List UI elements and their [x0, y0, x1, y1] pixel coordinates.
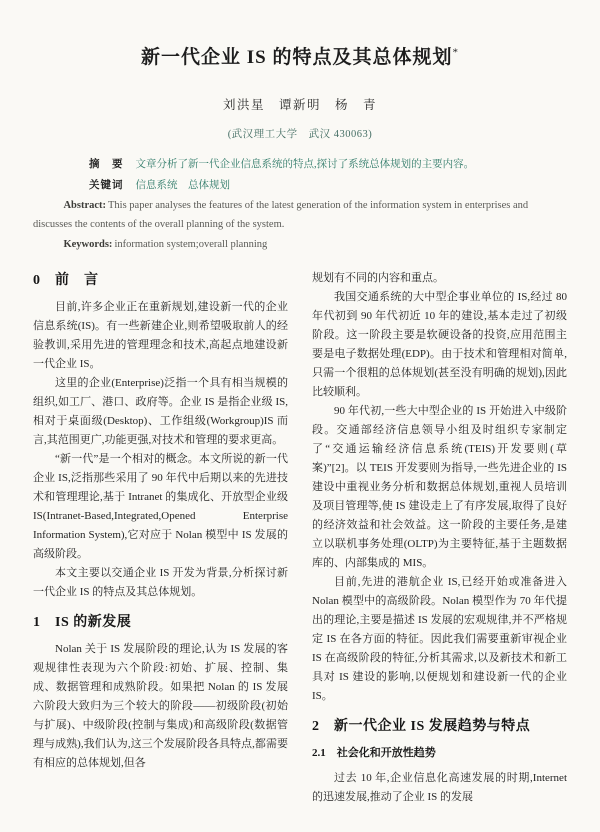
keywords-en-row [33, 235, 567, 254]
subsection-heading-socialization: 2.1 社会化和开放性趋势 [312, 747, 436, 759]
keywords-cn-text: 信息系统 总体规划 [135, 180, 230, 191]
keywords-en-text: information system;overall planning [114, 239, 268, 250]
affiliation-line: (武汉理工大学 武汉 430063) [227, 129, 373, 140]
paper-title [33, 42, 567, 69]
section-heading-trends: 2 新一代企业 IS 发展趋势与特点 [312, 719, 531, 734]
paragraph: 本文主要以交通企业 IS 开发为背景,分析探讨新一代企业 IS 的特点及其总体规划。 [33, 567, 288, 598]
paragraph: 我国交通系统的大中型企事业单位的 IS,经过 80 年代初到 90 年代初近 10 年的建设,基本走过了初级阶段。这一阶段主要是软硬设备的投资,应用范围主要是电子数据处理(EDP)。由于技术和管理相对简单,只需一个很粗的总体规划(甚至没有明确的规划),因此比较顺利。 [312, 291, 567, 398]
section-heading-is-development: 1 IS 的新发展 [33, 615, 132, 630]
keywords-cn-label: 关键词 [89, 180, 124, 191]
abstract-block [33, 154, 567, 254]
paragraph: 90 年代初,一些大中型企业的 IS 开始进入中级阶段。交通部经济信息领导小组及时组织专家制定了“交通运输经济信息系统(TEIS)开发要则(草案)”[2]。以 TEIS 开发要则为指导,一些先进企业的 IS 建设中重视业务分析和数据总体规划,重视人员培训及项目管理等,使 IS 建设走上了有序发展,取得了良好的经济效益和社会效益。这一阶段的主要任务,是建立以联机事务处理(OLTP)为主要特征,基于主题数据库的、内部集成的 MIS。 [312, 405, 567, 569]
paragraph: Nolan 关于 IS 发展阶段的理论,认为 IS 发展的客观规律性表现为六个阶段:初始、扩展、控制、集成、数据管理和成熟阶段。如果把 Nolan 的 IS 发展六阶段大致归为三个较大的阶段——初级阶段(初始与扩展)、中级阶段(控制与集成)和高级阶段(数据管理与成熟),我们认为,这三个发展阶段各具特点,都需要有相应的总体规划,但各 [33, 643, 288, 769]
two-column-body [33, 269, 567, 807]
keywords-en-label: Keywords: [63, 239, 113, 250]
right-column [312, 269, 567, 807]
title-footnote-mark: * [452, 46, 459, 59]
abstract-cn-label: 摘 要 [89, 159, 124, 170]
keywords-cn-row [33, 175, 567, 196]
paragraph: “新一代”是一个相对的概念。本文所说的新一代企业 IS,泛指那些采用了 90 年代中后期以来的先进技术和管理理论,基于 Intranet 的集成化、开放型企业级 IS(Intranet-Based,Integrated,Opened Enterprise Information System),它对应于 Nolan 模型中 IS 发展的高级阶段。 [33, 453, 288, 560]
abstract-cn-row [33, 154, 567, 175]
paragraph: 过去 10 年,企业信息化高速发展的时期,Internet 的迅速发展,推动了企业 IS 的发展 [312, 772, 567, 803]
left-column [33, 269, 288, 807]
paragraph: 这里的企业(Enterprise)泛指一个具有相当规模的组织,如工厂、港口、政府等。企业 IS 是指企业级 IS,相对于桌面级(Desktop)、工作组级(Workgroup)IS 而言,其范围更广,功能更强,对技术和管理的要求更高。 [33, 377, 288, 446]
paragraph-continuation: 规划有不同的内容和重点。 [312, 272, 444, 284]
paragraph: 目前,先进的港航企业 IS,已经开始或准备进入 Nolan 模型中的高级阶段。Nolan 模型作为 70 年代提出的理论,主要是描述 IS 发展的宏观规律,并不严格规定 IS 在各方面的特征。因此我们需要重新审视企业 IS 在高级阶段的特征,分析其需求,以及新技术和新工具对 IS 建设的影响,以便规划和建设新一代的企业 IS。 [312, 576, 567, 702]
paragraph: 目前,许多企业正在重新规划,建设新一代的企业信息系统(IS)。有一些新建企业,则希望吸取前人的经验教训,采用先进的管理理念和技术,高起点地建设新一代企业 IS。 [33, 301, 288, 370]
abstract-cn-text: 文章分析了新一代企业信息系统的特点,探讨了系统总体规划的主要内容。 [135, 159, 475, 170]
abstract-en-text: This paper analyses the features of the latest generation of the information system in enterprises and discusses the contents of the overall planning of the system. [33, 200, 529, 230]
abstract-en-label: Abstract: [63, 200, 107, 211]
abstract-en-row [33, 196, 567, 234]
authors-line: 刘洪星 谭新明 杨 青 [222, 98, 377, 112]
paper-title-text: 新一代企业 IS 的特点及其总体规划 [141, 47, 453, 68]
section-heading-intro: 0 前 言 [33, 273, 99, 288]
